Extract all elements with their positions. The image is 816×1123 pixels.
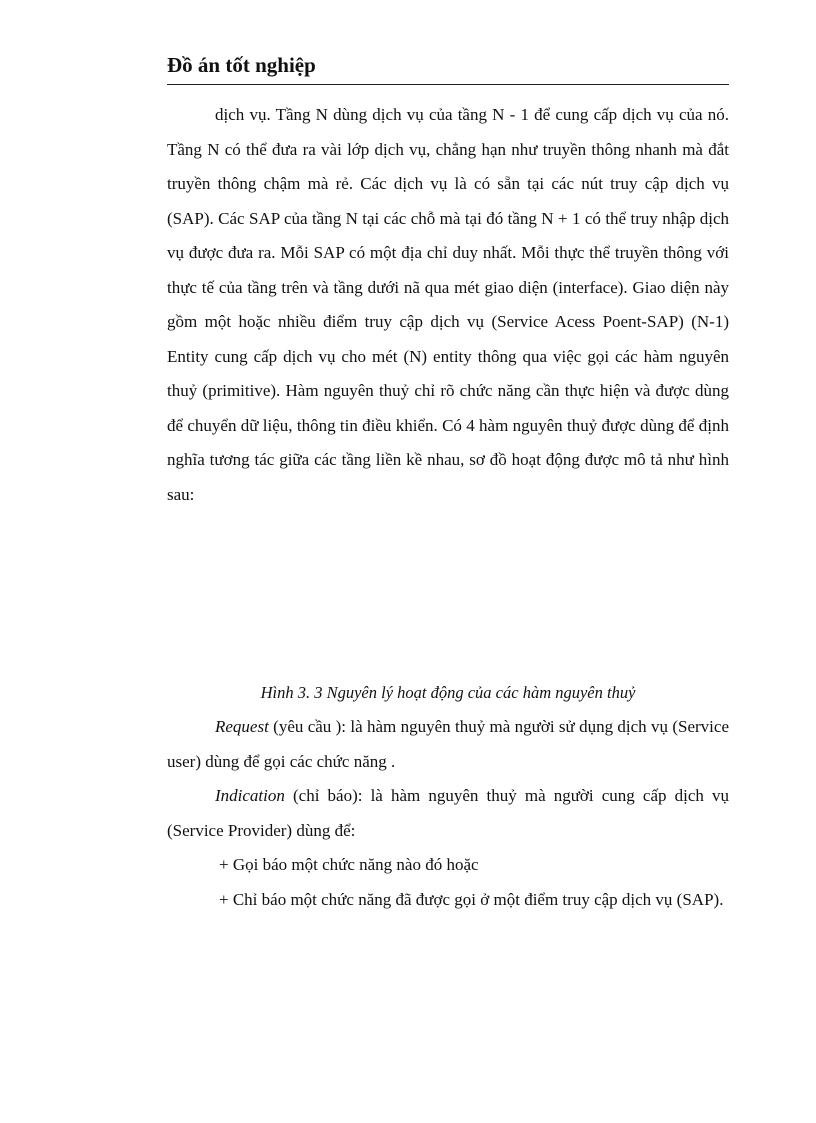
indication-term: Indication bbox=[215, 786, 285, 805]
definitions-section bbox=[167, 710, 729, 917]
request-text: (yêu cầu ): là hàm nguyên thuỷ mà người sử dụng dịch vụ (Service user) dùng để gọi các chức năng . bbox=[167, 717, 729, 771]
indication-definition bbox=[167, 779, 729, 848]
bullet-item: + Chỉ báo một chức năng đã được gọi ở một điểm truy cập dịch vụ (SAP). bbox=[219, 889, 724, 909]
indication-text: (chỉ báo): là hàm nguyên thuỷ mà người cung cấp dịch vụ (Service Provider) dùng để: bbox=[167, 786, 729, 840]
figure-caption: Hình 3. 3 Nguyên lý hoạt động của các hàm nguyên thuỷ bbox=[260, 683, 636, 702]
intro-paragraph: dịch vụ. Tầng N dùng dịch vụ của tầng N - 1 để cung cấp dịch vụ của nó. Tầng N có thể đưa ra vài lớp dịch vụ, chẳng hạn như truyền thông nhanh mà đắt truyền thông chậm mà rẻ. Các dịch vụ là có sẵn tại các nút truy cập dịch vụ (SAP). Các SAP của tầng N tại các chỗ mà tại đó tầng N + 1 có thể truy nhập dịch vụ được đưa ra. Mỗi SAP có một địa chỉ duy nhất. Mỗi thực thể truyền thông với thực tế của tầng trên và tầng dưới nã qua mét giao diện (interface). Giao diện này gồm một hoặc nhiều điểm truy cập dịch vụ (Service Acess Poent-SAP) (N-1) Entity cung cấp dịch vụ cho mét (N) entity thông qua việc gọi các hàm nguyên thuỷ (primitive). Hàm nguyên thuỷ chỉ rõ chức năng cần thực hiện và được dùng để chuyển dữ liệu, thông tin điều khiển. Có 4 hàm nguyên thuỷ được dùng để định nghĩa tương tác giữa các tầng liền kề nhau, sơ đồ hoạt động được mô tả như hình sau: bbox=[167, 105, 729, 504]
document-title: Đồ án tốt nghiệp bbox=[167, 53, 316, 77]
page-header bbox=[167, 52, 729, 85]
bullet-item: + Gọi báo một chức năng nào đó hoặc bbox=[219, 855, 479, 874]
request-term: Request bbox=[215, 717, 269, 736]
request-definition bbox=[167, 710, 729, 779]
